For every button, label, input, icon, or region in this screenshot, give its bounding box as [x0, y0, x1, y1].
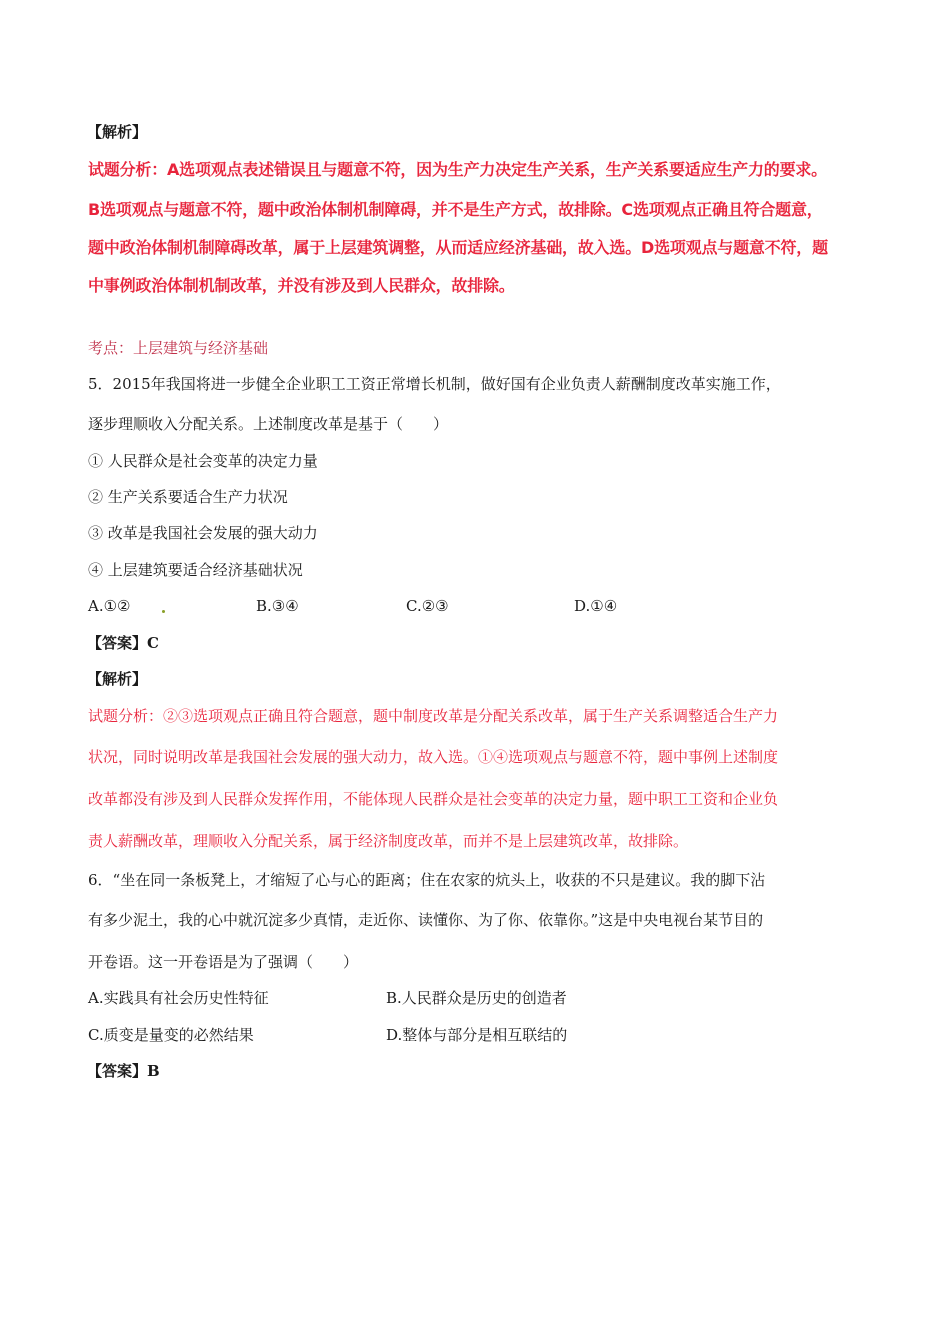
kaodian: 考点：上层建筑与经济基础 — [88, 339, 269, 357]
q5-analysis-line-4: 责人薪酬改革，理顺收入分配关系，属于经济制度改革，而并不是上层建筑改革，故排除。 — [88, 832, 689, 850]
q5-item-1: ① 人民群众是社会变革的决定力量 — [88, 452, 318, 470]
q6-option-d: D.整体与部分是相互联结的 — [386, 1026, 568, 1044]
q6-stem-line-3: 开卷语。这一开卷语是为了强调（ ） — [88, 953, 359, 971]
q6-option-a: A.实践具有社会历史性特征 — [88, 989, 269, 1007]
q6-option-b: B.人民群众是历史的创造者 — [386, 989, 567, 1007]
q5-item-3: ③ 改革是我国社会发展的强大动力 — [88, 524, 318, 542]
analysis-1-line-3: 题中政治体制机制障碍改革，属于上层建筑调整，从而适应经济基础，故入选。D选项观点与题意不符，题 — [88, 238, 828, 257]
q5-item-2: ② 生产关系要适合生产力状况 — [88, 488, 288, 506]
q5-option-b: B.③④ — [256, 597, 299, 615]
q5-analysis-line-1: 试题分析：②③选项观点正确且符合题意，题中制度改革是分配关系改革，属于生产关系调整适合生产力 — [88, 707, 779, 725]
q5-stem-line-1: 5．2015年我国将进一步健全企业职工工资正常增长机制，做好国有企业负责人薪酬制度改革实施工作， — [88, 375, 781, 393]
q6-option-c: C.质变是量变的必然结果 — [88, 1026, 254, 1044]
analysis-1-line-4: 中事例政治体制机制改革，并没有涉及到人民群众，故排除。 — [88, 276, 515, 295]
q6-answer: 【答案】B — [87, 1062, 160, 1080]
stray-mark — [162, 610, 165, 613]
jiexi-label-1: 【解析】 — [87, 123, 148, 141]
analysis-1-line-2: B选项观点与题意不符，题中政治体制机制障碍，并不是生产方式，故排除。C选项观点正确且符合题意， — [88, 200, 823, 219]
q5-analysis-line-2: 状况，同时说明改革是我国社会发展的强大动力，故入选。①④选项观点与题意不符，题中事例上述制度 — [88, 748, 779, 766]
q5-jiexi-label: 【解析】 — [87, 670, 148, 688]
q5-item-4: ④ 上层建筑要适合经济基础状况 — [88, 561, 303, 579]
q5-option-a: A.①② — [88, 597, 131, 615]
q5-answer: 【答案】C — [87, 634, 159, 652]
q5-option-d: D.①④ — [574, 597, 618, 615]
q6-stem-line-1: 6．“坐在同一条板凳上，才缩短了心与心的距离；住在农家的炕头上，收获的不只是建议。我的脚下沾 — [88, 871, 766, 889]
q5-analysis-line-3: 改革都没有涉及到人民群众发挥作用，不能体现人民群众是社会变革的决定力量，题中职工工资和企业负 — [88, 790, 779, 808]
q6-stem-line-2: 有多少泥土，我的心中就沉淀多少真情，走近你、读懂你、为了你、依靠你。”这是中央电视台某节目的 — [88, 911, 764, 929]
analysis-1-line-1: 试题分析：A选项观点表述错误且与题意不符，因为生产力决定生产关系，生产关系要适应生产力的要求。 — [88, 160, 827, 179]
q5-stem-line-2: 逐步理顺收入分配关系。上述制度改革是基于（ ） — [88, 415, 449, 433]
q5-option-c: C.②③ — [406, 597, 449, 615]
